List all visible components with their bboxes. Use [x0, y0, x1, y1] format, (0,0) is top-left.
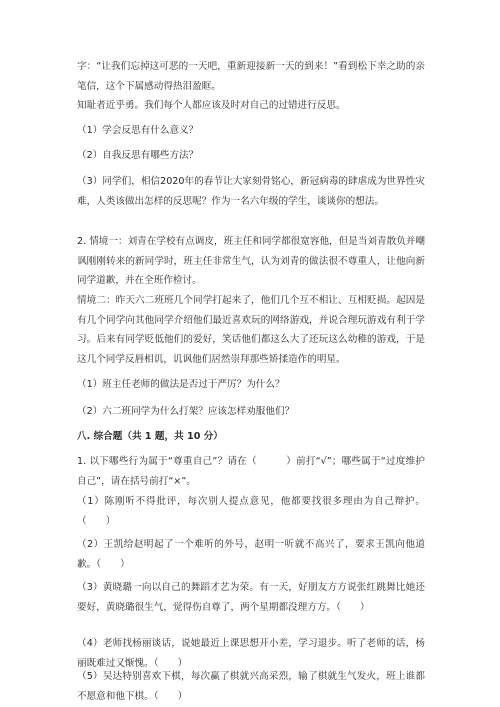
section-heading: 八. 综合题（共 1 题，共 10 分）	[77, 431, 223, 442]
question-1-1: （1）学会反思有什么意义？	[77, 125, 199, 136]
question-1-3: （3）同学们，相信2020年的春节让大家刻骨铭心，新冠病毒的肆虐成为世界性灾难，人类该做出怎样的反思呢？作为一名六年级的学生，谈谈你的想法。	[77, 176, 425, 207]
item-2: （2）王凯给赵明起了一个难听的外号，赵明一听就不高兴了，要求王凯向他道歉。（ ）	[77, 539, 425, 570]
item-5: （5）吴达特别喜欢下棋，每次赢了棋就兴高采烈，输了棋就生气发火，班上谁都不愿意和他下棋。（ ）	[77, 671, 425, 702]
question-2-1: （1）班主任老师的做法是否过于严厉？为什么？	[77, 379, 285, 390]
reflection-statement: 知耻者近乎勇。我们每个人都应该及时对自己的过错进行反思。	[77, 100, 346, 111]
item-4: （4）老师找杨丽谈话，说她最近上课思想开小差，学习退步。听了老师的话，杨丽既难过又惭愧。（ ）	[77, 638, 425, 669]
scenario-one: 2. 情境一：刘青在学校有点调皮，班主任和同学都很宽容他，但是当刘青散负并嘲讽刚刚转来的新同学时，班主任非常生气，认为刘青的做法很不尊重人，让他向新同学道歉，并在全班作检讨。	[77, 236, 425, 286]
question-1-2: （2）自我反思有哪些方法？	[77, 150, 199, 161]
question-2-2: （2）六二班同学为什么打架？应该怎样劝服他们？	[77, 406, 295, 417]
item-3: （3）黄晓璐一向以自己的舞蹈才艺为荣。有一天，好朋友方方说张红跳舞比她还要好，黄晓璐很生气，觉得伤自尊了，两个星期都没理方方。（ ）	[77, 582, 425, 613]
scenario-two: 情境二：昨天六二班班几个同学打起来了，他们几个互不相让、互相贬损。起因是有几个同学向其他同学介绍他们最近喜欢玩的网络游戏，并说合理玩游戏有利于学习。后来有同学贬低他们的爱好，笑话他们都这么大了还玩这么幼稚的游戏，于是这几个同学反唇相讥，讥讽他们居然崇拜那些矫揉造作的明星。	[77, 295, 425, 365]
comprehensive-question: 1. 以下哪些行为属于“尊重自己”？请在（ ）前打“√”；哪些属于“过度维护自己”，请在括号前打“×”。	[77, 456, 425, 487]
item-1: （1）陈刚听不得批评，每次别人提点意见，他都要找很多理由为自己辩护。（ ）	[77, 496, 425, 527]
story-paragraph-end: 字：“让我们忘掉这可恶的一天吧，重新迎接新一天的到来！”看到松下幸之助的亲笔信，这个下属感动得热泪盈眶。	[77, 61, 425, 92]
